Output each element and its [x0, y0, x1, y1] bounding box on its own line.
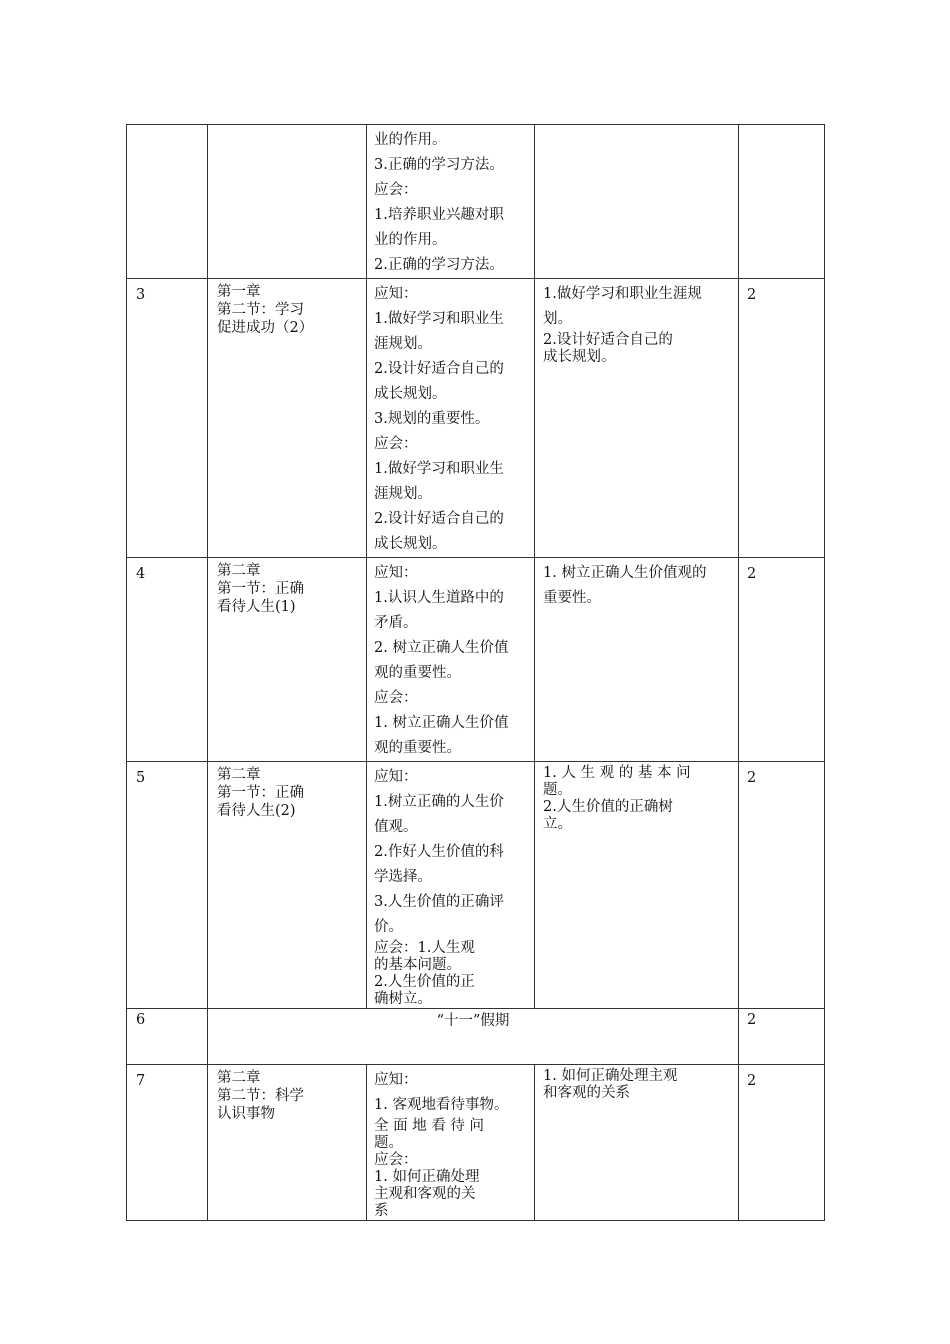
goal-line: 2.设计好适合自己的 — [374, 361, 504, 377]
chapter-line: 第二章 — [217, 563, 261, 579]
chapter-cell — [208, 279, 367, 558]
keypoint-line: 1. 树立正确人生价值观的 — [543, 565, 707, 581]
goal-line: 1.培养职业兴趣对职 — [374, 207, 504, 223]
keypoint-line: 1.做好学习和职业生涯规 — [543, 286, 702, 302]
goal-line: 成长规划。 — [374, 386, 447, 402]
goal-line: 主观和客观的关 — [374, 1186, 476, 1202]
holiday-cell: “十一”假期 — [208, 1009, 739, 1065]
goals-cell — [367, 279, 535, 558]
keypoint-line: 重要性。 — [543, 590, 601, 606]
keypoints-cell — [535, 762, 739, 1009]
goal-line: 2.设计好适合自己的 — [374, 511, 504, 527]
table-row — [127, 125, 825, 279]
keypoint-line: 和客观的关系 — [543, 1085, 630, 1101]
goal-line: 值观。 — [374, 819, 418, 835]
chapter-line: 看待人生(1) — [217, 599, 296, 615]
goal-line: 应知： — [374, 565, 418, 581]
keypoints-cell — [535, 279, 739, 558]
chapter-line: 第一节：正确 — [217, 785, 304, 801]
hours-cell: 2 — [739, 1009, 825, 1065]
goal-line: 业的作用。 — [374, 132, 447, 148]
goal-line: 题。 — [374, 1135, 403, 1151]
chapter-line: 第一节：正确 — [217, 581, 304, 597]
goal-line: 确树立。 — [374, 991, 432, 1007]
keypoint-line: 1. 如何正确处理主观 — [543, 1068, 678, 1084]
table-row — [127, 279, 825, 558]
chapter-line: 第二节：科学 — [217, 1088, 304, 1104]
chapter-line: 第二节：学习 — [217, 302, 304, 318]
keypoint-line: 1. 人 生 观 的 基 本 问 — [543, 765, 691, 781]
table-row — [127, 558, 825, 762]
goal-line: 应知： — [374, 769, 418, 785]
keypoints-cell — [535, 558, 739, 762]
table-row — [127, 1009, 825, 1065]
goal-line: 1.树立正确的人生价 — [374, 794, 504, 810]
goal-line: 1.认识人生道路中的 — [374, 590, 504, 606]
chapter-line: 第一章 — [217, 284, 261, 300]
hours-cell: 2 — [739, 762, 825, 1009]
goals-cell — [367, 558, 535, 762]
chapter-line: 促进成功（2） — [217, 320, 314, 336]
goal-line: 应知： — [374, 1072, 418, 1088]
hours-cell: 2 — [739, 279, 825, 558]
goal-line: 2. 树立正确人生价值 — [374, 640, 509, 656]
goal-line: 3.规划的重要性。 — [374, 411, 490, 427]
goal-line: 应会： — [374, 182, 418, 198]
chapter-cell — [208, 762, 367, 1009]
goal-line: 1. 客观地看待事物。 — [374, 1097, 509, 1113]
keypoints-cell — [535, 125, 739, 279]
goal-line: 2.正确的学习方法。 — [374, 257, 504, 273]
keypoints-cell — [535, 1065, 739, 1221]
week-cell: 5 — [127, 762, 208, 1009]
goal-line: 矛盾。 — [374, 615, 418, 631]
goal-line: 2.作好人生价值的科 — [374, 844, 504, 860]
goal-line: 成长规划。 — [374, 536, 447, 552]
goal-line: 3.人生价值的正确评 — [374, 894, 504, 910]
goal-line: 1.做好学习和职业生 — [374, 461, 504, 477]
goal-line: 1. 如何正确处理 — [374, 1169, 480, 1185]
goal-line: 观的重要性。 — [374, 740, 461, 756]
keypoint-line: 2.设计好适合自己的 — [543, 332, 673, 348]
chapter-line: 第二章 — [217, 767, 261, 783]
chapter-cell — [208, 125, 367, 279]
goal-line: 系 — [374, 1203, 389, 1219]
goal-line: 2.人生价值的正 — [374, 974, 475, 990]
hours-cell — [739, 125, 825, 279]
goal-line: 观的重要性。 — [374, 665, 461, 681]
chapter-line: 第二章 — [217, 1070, 261, 1086]
keypoint-line: 题。 — [543, 782, 572, 798]
goal-line: 应会： — [374, 1152, 418, 1168]
keypoint-line: 立。 — [543, 816, 572, 832]
goal-line: 应会： — [374, 690, 418, 706]
week-cell — [127, 125, 208, 279]
week-cell: 3 — [127, 279, 208, 558]
goal-line: 应知： — [374, 286, 418, 302]
goal-line: 1. 树立正确人生价值 — [374, 715, 509, 731]
goals-cell — [367, 125, 535, 279]
goal-line: 1.做好学习和职业生 — [374, 311, 504, 327]
teaching-plan-table — [126, 124, 825, 1221]
week-cell: 4 — [127, 558, 208, 762]
goal-line: 全 面 地 看 待 问 — [374, 1118, 485, 1134]
goal-line: 学选择。 — [374, 869, 432, 885]
week-cell: 6 — [127, 1009, 208, 1065]
chapter-cell — [208, 1065, 367, 1221]
keypoint-line: 划。 — [543, 311, 572, 327]
table-row — [127, 762, 825, 1009]
hours-cell: 2 — [739, 558, 825, 762]
goal-line: 涯规划。 — [374, 486, 432, 502]
goal-line: 应会：1.人生观 — [374, 940, 475, 956]
goals-cell — [367, 762, 535, 1009]
goal-line: 应会： — [374, 436, 418, 452]
chapter-line: 看待人生(2) — [217, 803, 296, 819]
keypoint-line: 2.人生价值的正确树 — [543, 799, 673, 815]
goal-line: 价。 — [374, 919, 403, 935]
goals-cell — [367, 1065, 535, 1221]
chapter-cell — [208, 558, 367, 762]
table-row — [127, 1065, 825, 1221]
goal-line: 涯规划。 — [374, 336, 432, 352]
chapter-line: 认识事物 — [217, 1106, 275, 1122]
keypoint-line: 成长规划。 — [543, 349, 616, 365]
goal-line: 的基本问题。 — [374, 957, 461, 973]
hours-cell: 2 — [739, 1065, 825, 1221]
week-cell: 7 — [127, 1065, 208, 1221]
goal-line: 3.正确的学习方法。 — [374, 157, 504, 173]
goal-line: 业的作用。 — [374, 232, 447, 248]
